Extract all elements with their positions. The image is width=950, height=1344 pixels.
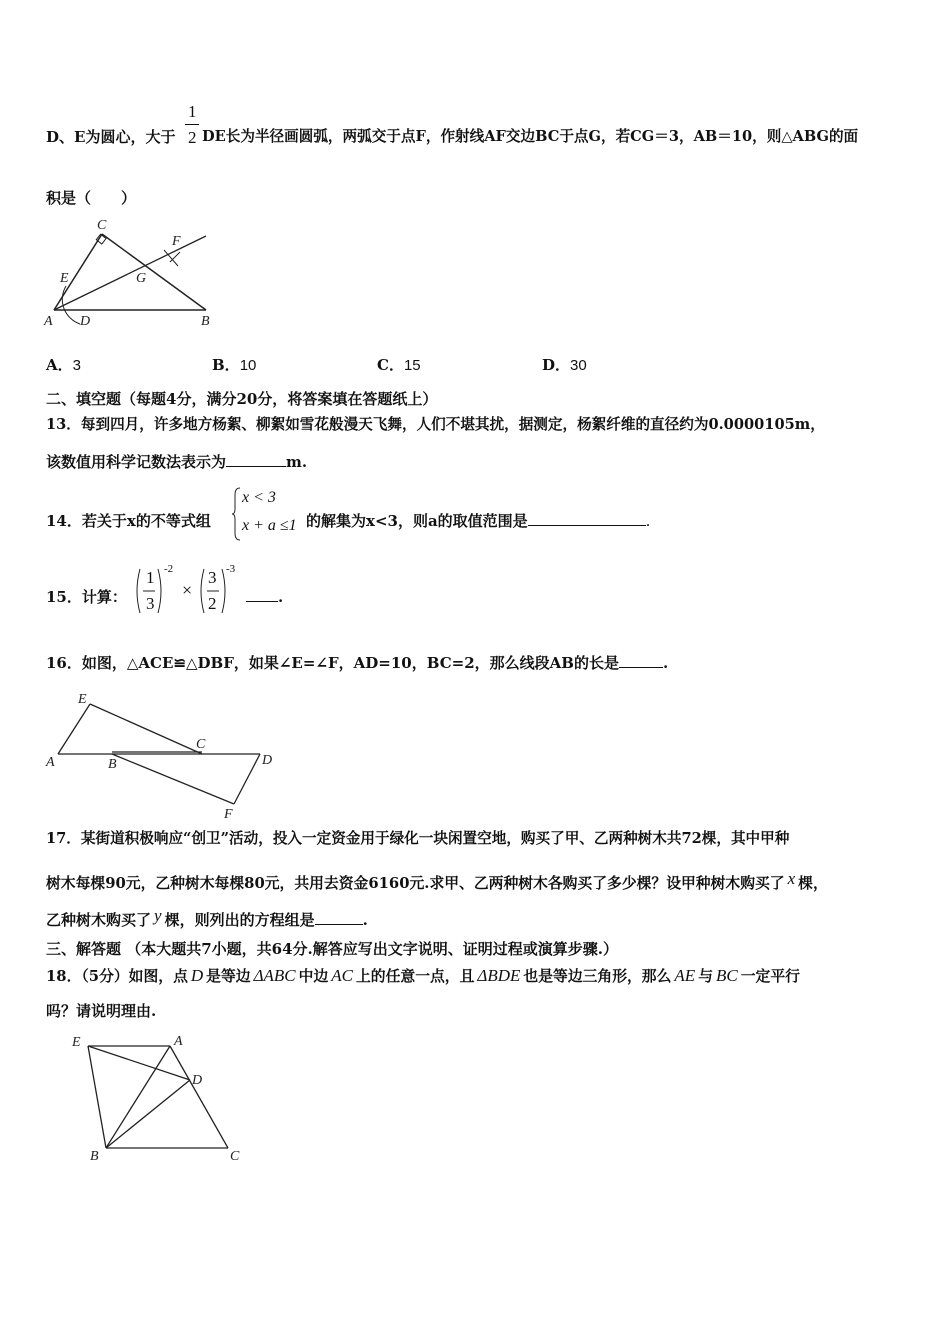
q15-f1-num: 1	[146, 568, 155, 587]
q13-answer-blank[interactable]	[226, 466, 286, 467]
q18-label-c: C	[230, 1149, 240, 1164]
q15-f2-den: 2	[208, 594, 217, 613]
q15-answer-blank[interactable]	[246, 601, 278, 602]
q16-label-e: E	[78, 692, 87, 707]
q12-fraction-den: 2	[188, 128, 197, 147]
q12-fraction-bar	[185, 124, 199, 125]
q12-option-a: A．3	[46, 356, 81, 374]
q18-label-a: A	[174, 1034, 183, 1049]
q18-figure	[66, 1032, 266, 1162]
q12-option-d: D．30	[542, 356, 587, 374]
q15-times: ×	[182, 580, 193, 600]
q15-f1-den: 3	[146, 594, 155, 613]
q18-label-d: D	[192, 1073, 203, 1088]
q16-label-c: C	[196, 737, 206, 752]
q15-pre: 15．计算：	[46, 588, 127, 606]
q12-line1	[46, 130, 175, 145]
q17-line1: 17．某街道积极响应“创卫”活动，投入一定资金用于绿化一块闲置空地，购买了甲、乙两种树木共72棵，其中甲种	[46, 830, 790, 847]
q16-label-a: A	[46, 755, 55, 770]
q13-line2: 该数值用科学记数法表示为 m.	[46, 453, 308, 471]
q12-figure	[44, 218, 214, 328]
q17-answer-blank[interactable]	[315, 924, 363, 925]
q12-option-b: B．10	[212, 356, 257, 374]
q16-answer-blank[interactable]	[619, 667, 663, 668]
q12-label-g: G	[136, 271, 147, 286]
q18-line2: 吗？请说明理由.	[46, 1002, 157, 1020]
q15-exp2: -3	[226, 563, 236, 575]
q15-f2-num: 3	[208, 568, 217, 587]
section2-heading: 二、填空题（每题4分，满分20分，将答案填在答题纸上）	[46, 390, 438, 408]
q15-exp1: -2	[164, 563, 174, 575]
q16-label-d: D	[262, 753, 273, 768]
q14-pre: 14．若关于x的不等式组	[46, 512, 211, 530]
q17-line2: 树木每棵90元，乙种树木每棵80元，共用去资金6160元.求甲、乙两种树木各购买了多少棵？设甲种树木购买了 x 棵，	[46, 869, 828, 892]
q16-figure	[44, 690, 284, 820]
q12-label-a: A	[44, 314, 53, 329]
q18-label-e: E	[72, 1035, 81, 1050]
q13-line1: 13．每到四月，许多地方杨絮、柳絮如雪花般漫天飞舞，人们不堪其扰，据测定，杨絮纤维的直径约为0.0000105m，	[46, 416, 825, 433]
q16-label-f: F	[224, 807, 233, 822]
q14-answer-blank[interactable]	[528, 525, 646, 526]
q17-line3: 乙种树木购买了 y 棵，则列出的方程组是 .	[46, 906, 368, 929]
q12-line2: 积是（ ）	[46, 189, 137, 207]
section3-heading: 三、解答题 （本大题共7小题，共64分.解答应写出文字说明、证明过程或演算步骤.）	[46, 940, 618, 958]
q12-text-post: DE长为半径画圆弧，两弧交于点F，作射线AF交边BC于点G，若CG＝3，AB＝10，则△ABG的面	[202, 128, 859, 145]
q16-label-b: B	[108, 757, 117, 772]
q14-brace	[232, 487, 242, 541]
q18-line1: 18．（5分）如图，点 D 是等边 ΔABC 中边 AC 上的任意一点，且 ΔBDE 也是等边三角形，那么 AE 与 BC 一定平行	[46, 966, 800, 985]
q14-post: 的解集为x<3，则a的取值范围是 .	[306, 512, 651, 530]
q12-label-d: D	[80, 314, 91, 329]
q12-text-pre: D、E为圆心，大于	[46, 128, 176, 146]
q12-label-c: C	[97, 218, 107, 233]
q18-label-b: B	[90, 1149, 99, 1164]
q16-text: 16．如图，△ACE≌△DBF，如果∠E=∠F，AD=10，BC=2，那么线段AB的长是 .	[46, 654, 669, 672]
q14-ineq2: x + a ≤1	[242, 517, 297, 534]
q15-answer: .	[246, 590, 283, 605]
q14-ineq1: x < 3	[242, 489, 276, 506]
q12-label-b: B	[201, 314, 210, 329]
q12-fraction-num: 1	[188, 102, 197, 121]
q12-label-e: E	[60, 271, 69, 286]
q12-label-f: F	[172, 234, 181, 249]
q12-option-c: C．15	[377, 356, 421, 374]
